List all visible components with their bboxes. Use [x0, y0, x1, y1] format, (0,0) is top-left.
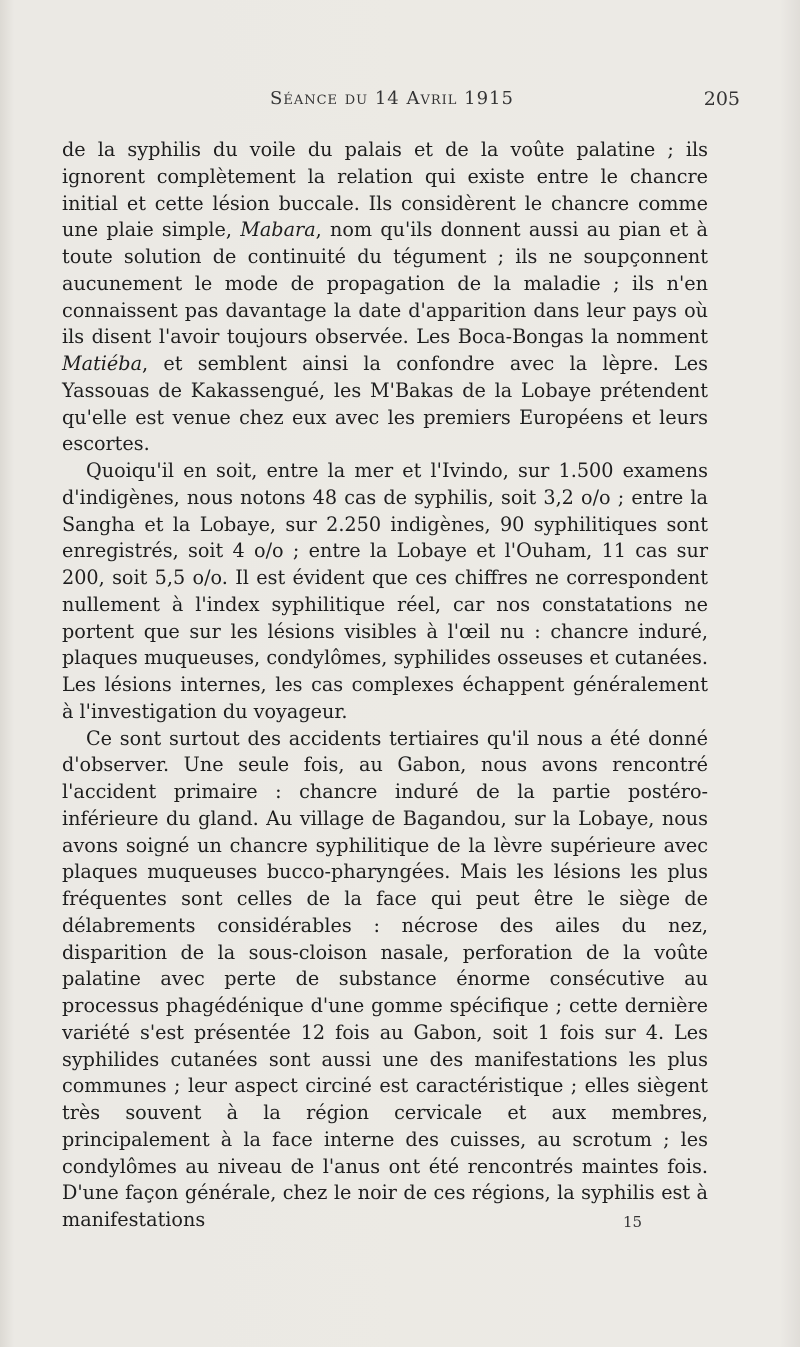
paragraph-1-part-b: , nom qu'ils donnent aussi au pian et à toute solution de continuité du tégument ; ils ne soupçonnent aucunement le mode de propagation de la maladie ; ils n'en connaissent pas davantage la date d'apparition dans leur pays où ils disent l'avoir toujours observée. Les Boca-Bongas la nomment — [62, 218, 708, 349]
page-number: 205 — [703, 88, 740, 110]
term-matieba: Matiéba — [62, 352, 143, 375]
term-mabara: Mabara — [240, 218, 316, 242]
paragraph-1 — [62, 137, 708, 458]
paragraph-1-part-c: , et semblent ainsi la confondre avec la lèpre. Les Yassouas de Kakassengué, les M'Bakas de la Lobaye prétendent qu'elle est venue chez eux avec les premiers Européens et leurs escortes. — [62, 352, 708, 456]
paragraph-3: Ce sont surtout des accidents tertiaires qu'il nous a été donné d'observer. Une seule fois, au Gabon, nous avons rencontré l'accident primaire : chancre induré de la partie postéro-inférieure du gland. Au village de Bagandou, sur la Lobaye, nous avons soigné un chancre syphilitique de la lèvre supérieure avec plaques muqueuses bucco-pharyngées. Mais les lésions les plus fréquentes sont celles de la face qui peut être le siège de délabrements considérables : nécrose des ailes du nez, disparition de la sous-cloison nasale, perforation de la voûte palatine avec perte de substance énorme consécutive au processus phagédénique d'une gomme spécifique ; cette dernière variété s'est présentée 12 fois au Gabon, soit 1 fois sur 4. Les syphilides cutanées sont aussi une des manifestations les plus communes ; leur aspect circiné est caractéristique ; elles siègent très souvent à la région cervicale et aux membres, principalement à la face interne des cuisses, au scrotum ; les condylômes au niveau de l'anus ont été rencontrés maintes fois. D'une façon générale, chez le noir de ces régions, la syphilis est à manifestations — [62, 726, 708, 1231]
paragraph-2: Quoiqu'il en soit, entre la mer et l'Ivindo, sur 1.500 examens d'indigènes, nous notons 48 cas de syphilis, soit 3,2 o/o ; entre la Sangha et la Lobaye, sur 2.250 indigènes, 90 syphilitiques sont enregistrés, soit 4 o/o ; entre la Lobaye et l'Ouham, 11 cas sur 200, soit 5,5 o/o. Il est évident que ces chiffres ne correspondent nullement à l'index syphilitique réel, car nos constatations ne portent que sur les lésions visibles à l'œil nu : chancre induré, plaques muqueuses, condylômes, syphilides osseuses et cutanées. Les lésions internes, les cas complexes échappent généralement à l'investigation du voyageur. — [62, 459, 708, 723]
paragraph-1-part-a: de la syphilis du voile du palais et de la voûte palatine ; ils ignorent complètement la relation qui existe entre le chancre initial et cette lésion buccale. Ils considèrent le chancre comme une plaie simple, — [62, 138, 708, 242]
signature-mark: 15 — [623, 1213, 643, 1231]
body-text — [62, 137, 708, 1234]
running-head: Séance du 14 Avril 1915 — [270, 88, 514, 109]
